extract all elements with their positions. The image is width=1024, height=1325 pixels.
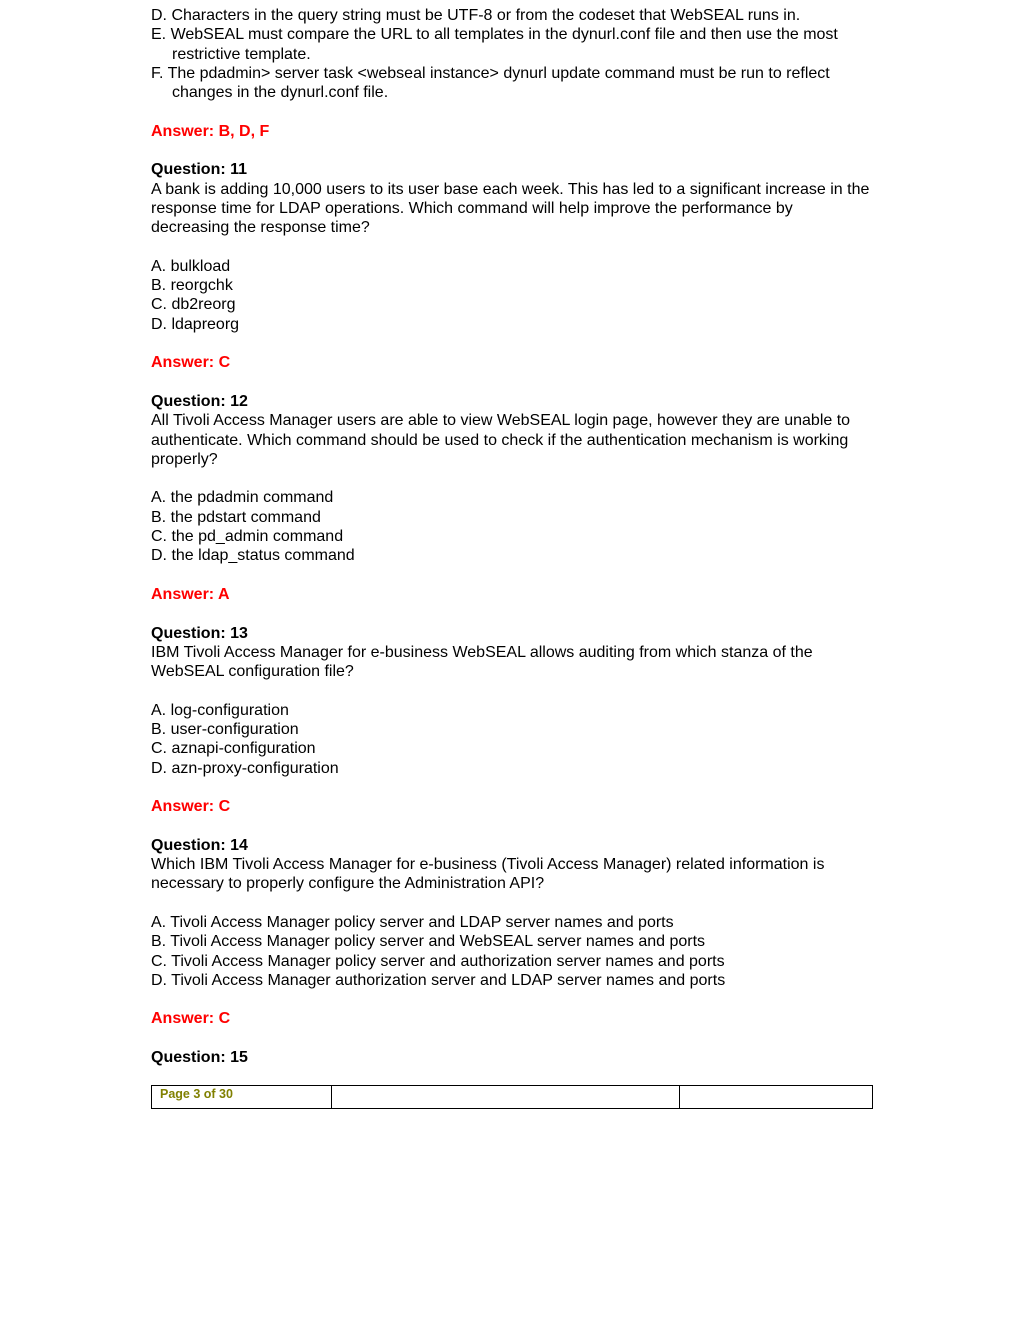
footer-cell-empty: [680, 1086, 872, 1108]
option-item: B. user-configuration: [151, 720, 299, 738]
option-item: A. log-configuration: [151, 701, 289, 719]
question-block-14: [151, 836, 874, 1048]
option-item: B. Tivoli Access Manager policy server and WebSEAL server names and ports: [151, 933, 706, 951]
question-block-12: [151, 392, 874, 624]
option-item: B. reorgchk: [151, 277, 233, 295]
option-item: A. the pdadmin command: [151, 489, 334, 507]
question-text: All Tivoli Access Manager users are able to view WebSEAL login page, however they are unable to authenticate. Which command should be used to check if the authentication mechanism is working properly?: [151, 412, 851, 468]
question-heading: Question: 11: [151, 161, 248, 179]
option-item: C. the pd_admin command: [151, 528, 344, 546]
page-footer-table: [151, 1085, 873, 1109]
option-item: A. bulkload: [151, 257, 231, 275]
answer-label: Answer: C: [151, 354, 231, 372]
page-number-label: Page 3 of 30: [152, 1086, 332, 1108]
option-e-prev: E. WebSEAL must compare the URL to all templates in the dynurl.conf file and then use the most restrictive template.: [151, 26, 838, 63]
footer-cell-empty: [332, 1086, 680, 1108]
option-item: C. aznapi-configuration: [151, 740, 316, 758]
option-d-prev: D. Characters in the query string must be UTF-8 or from the codeset that WebSEAL runs in.: [151, 7, 801, 24]
question-heading: Question: 12: [151, 392, 248, 410]
question-block-13: [151, 624, 874, 836]
question-text: A bank is adding 10,000 users to its user base each week. This has led to a significant increase in the response time for LDAP operations. Which command will help improve the performance by decreasing the response time?: [151, 180, 870, 237]
answer-prev: Answer: B, D, F: [151, 122, 270, 140]
option-item: D. the ldap_status command: [151, 547, 355, 565]
option-item: D. ldapreorg: [151, 315, 240, 333]
question-block-11: [151, 160, 874, 392]
option-item: C. db2reorg: [151, 296, 236, 314]
option-item: C. Tivoli Access Manager policy server and authorization server names and ports: [151, 952, 725, 970]
option-f-prev: F. The pdadmin> server task <webseal instance> dynurl update command must be run to reflect changes in the dynurl.conf file.: [151, 64, 830, 102]
question-text: IBM Tivoli Access Manager for e-business WebSEAL allows auditing from which stanza of the WebSEAL configuration file?: [151, 643, 813, 681]
option-item: A. Tivoli Access Manager policy server and LDAP server names and ports: [151, 913, 674, 931]
answer-label: Answer: C: [151, 798, 231, 816]
option-item: B. the pdstart command: [151, 508, 321, 526]
option-item: D. azn-proxy-configuration: [151, 759, 339, 777]
question-text: Which IBM Tivoli Access Manager for e-business (Tivoli Access Manager) related information is necessary to properly configure the Administration API?: [151, 856, 825, 893]
question-heading-next: Question: 15: [151, 1049, 248, 1067]
answer-label: Answer: C: [151, 1010, 231, 1028]
question-heading: Question: 13: [151, 624, 248, 642]
question-heading: Question: 14: [151, 836, 248, 854]
answer-label: Answer: A: [151, 585, 230, 603]
document-page: [151, 6, 874, 1067]
option-item: D. Tivoli Access Manager authorization server and LDAP server names and ports: [151, 971, 726, 989]
